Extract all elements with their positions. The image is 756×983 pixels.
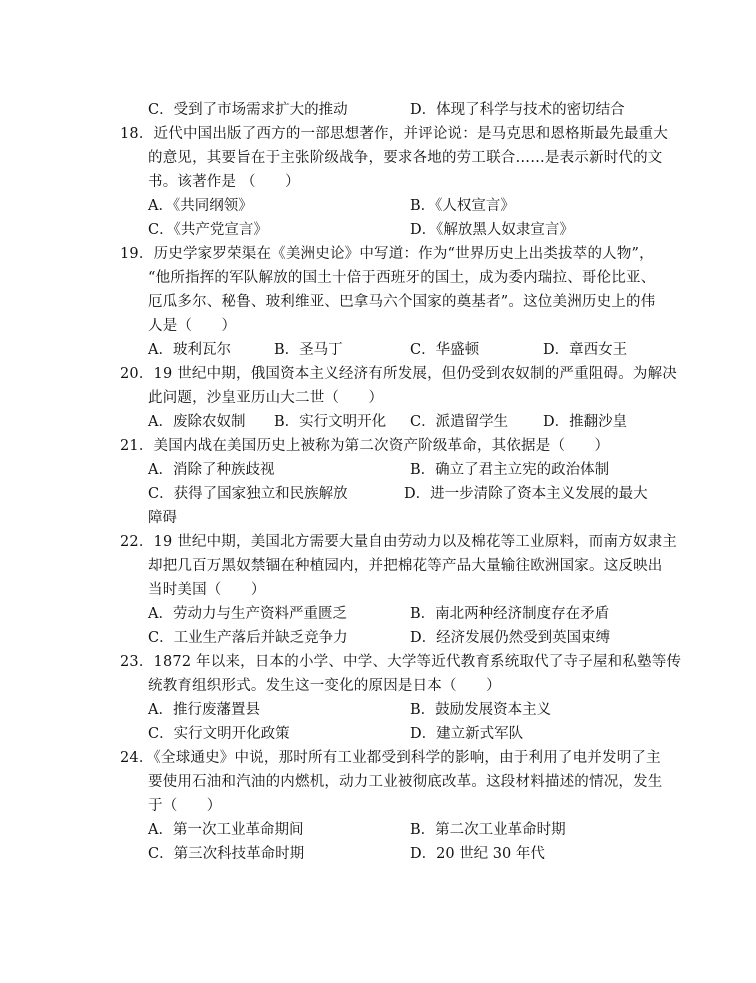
q20-stem-line-2: 此问题，沙皇亚历山大二世（ ） xyxy=(148,390,384,406)
q21-stem-line-1: 21．美国内战在美国历史上被称为第二次资产阶级革命，其依据是（ ） xyxy=(120,438,610,454)
q22-stem-line-1: 22．19 世纪中期，美国北方需要大量自由劳动力以及棉花等工业原料，而南方奴隶主 xyxy=(120,534,678,550)
q21-option-a: A．消除了种族歧视 xyxy=(148,462,275,478)
q24-option-d: D．20 世纪 30 年代 xyxy=(410,846,545,862)
q24-stem-line-1: 24．《全球通史》中说，那时所有工业都受到科学的影响，由于利用了电并发明了主 xyxy=(120,750,661,766)
q20-stem-line-1: 20．19 世纪中期，俄国资本主义经济有所发展，但仍受到农奴制的严重阻碍。为解决 xyxy=(120,366,678,382)
q22-option-b: B．南北两种经济制度存在矛盾 xyxy=(410,606,610,622)
q19-stem-line-1: 19．历史学家罗荣渠在《美洲史论》中写道：作为“世界历史上出类拔萃的人物”， xyxy=(120,246,654,262)
q22-option-d: D．经济发展仍然受到英国束缚 xyxy=(410,630,611,646)
q18-option-d: D．《解放黑人奴隶宣言》 xyxy=(410,222,574,238)
q18-stem-line-3: 书。该著作是 （ ） xyxy=(148,174,300,190)
q23-stem-line-1: 23．1872 年以来，日本的小学、中学、大学等近代教育系统取代了寺子屋和私塾等传 xyxy=(120,654,682,670)
q20-option-a: A．废除农奴制 xyxy=(148,414,246,430)
q24-option-b: B．第二次工业革命时期 xyxy=(410,822,566,838)
q18-stem-line-2: 的意见，其要旨在于主张阶级战争，要求各地的劳工联合……是表示新时代的文 xyxy=(148,150,663,166)
q23-stem-line-2: 统教育组织形式。发生这一变化的原因是日本（ ） xyxy=(148,678,501,694)
q19-option-c: C．华盛顿 xyxy=(410,342,480,358)
q21-option-c: C．获得了国家独立和民族解放 xyxy=(148,486,348,502)
q22-stem-line-3: 当时美国（ ） xyxy=(148,582,266,598)
q24-option-c: C．第三次科技革命时期 xyxy=(148,846,305,862)
q19-option-d: D．章西女王 xyxy=(543,342,628,358)
q21-option-b: B．确立了君主立宪的政治体制 xyxy=(410,462,610,478)
q19-stem-line-2: “他所指挥的军队解放的国土十倍于西班牙的国土，成为委内瑞拉、哥伦比亚、 xyxy=(148,270,656,286)
q22-stem-line-2: 却把几百万黑奴禁锢在种植园内，并把棉花等产品大量输往欧洲国家。这反映出 xyxy=(148,558,663,574)
q18-option-a: A．《共同纲领》 xyxy=(148,198,253,214)
q24-stem-line-3: 于（ ） xyxy=(148,798,222,814)
q18-option-c: C．《共产党宣言》 xyxy=(148,222,268,238)
q17-option-c: C．受到了市场需求扩大的推动 xyxy=(148,102,348,118)
q21-option-d: D．进一步清除了资本主义发展的最大 xyxy=(404,486,648,502)
q18-stem-line-1: 18．近代中国出版了西方的一部思想著作，并评论说：是马克思和恩格斯最先最重大 xyxy=(120,126,669,142)
q23-option-c: C．实行文明开化政策 xyxy=(148,726,290,742)
q19-option-a: A．玻利瓦尔 xyxy=(148,342,231,358)
q19-stem-line-3: 厄瓜多尔、秘鲁、玻利维亚、巴拿马六个国家的奠基者”。这位美洲历史上的伟 xyxy=(148,294,656,310)
q22-option-c: C．工业生产落后并缺乏竞争力 xyxy=(148,630,348,646)
q23-option-d: D．建立新式军队 xyxy=(410,726,524,742)
q23-option-a: A．推行废藩置县 xyxy=(148,702,260,718)
q20-option-b: B．实行文明开化 xyxy=(274,414,387,430)
q24-option-a: A．第一次工业革命期间 xyxy=(148,822,304,838)
q20-option-c: C．派遣留学生 xyxy=(410,414,509,430)
q20-option-d: D．推翻沙皇 xyxy=(543,414,628,430)
q17-option-d: D．体现了科学与技术的密切结合 xyxy=(410,102,625,118)
q19-stem-line-4: 人是（ ） xyxy=(148,318,237,334)
q18-option-b: B．《人权宣言》 xyxy=(410,198,515,214)
q22-option-a: A．劳动力与生产资料严重匮乏 xyxy=(148,606,347,622)
q19-option-b: B．圣马丁 xyxy=(274,342,343,358)
q24-stem-line-2: 要使用石油和汽油的内燃机，动力工业被彻底改革。这段材料描述的情况，发生 xyxy=(148,774,663,790)
q21-option-d-wrap: 障碍 xyxy=(148,510,177,526)
q23-option-b: B．鼓励发展资本主义 xyxy=(410,702,552,718)
